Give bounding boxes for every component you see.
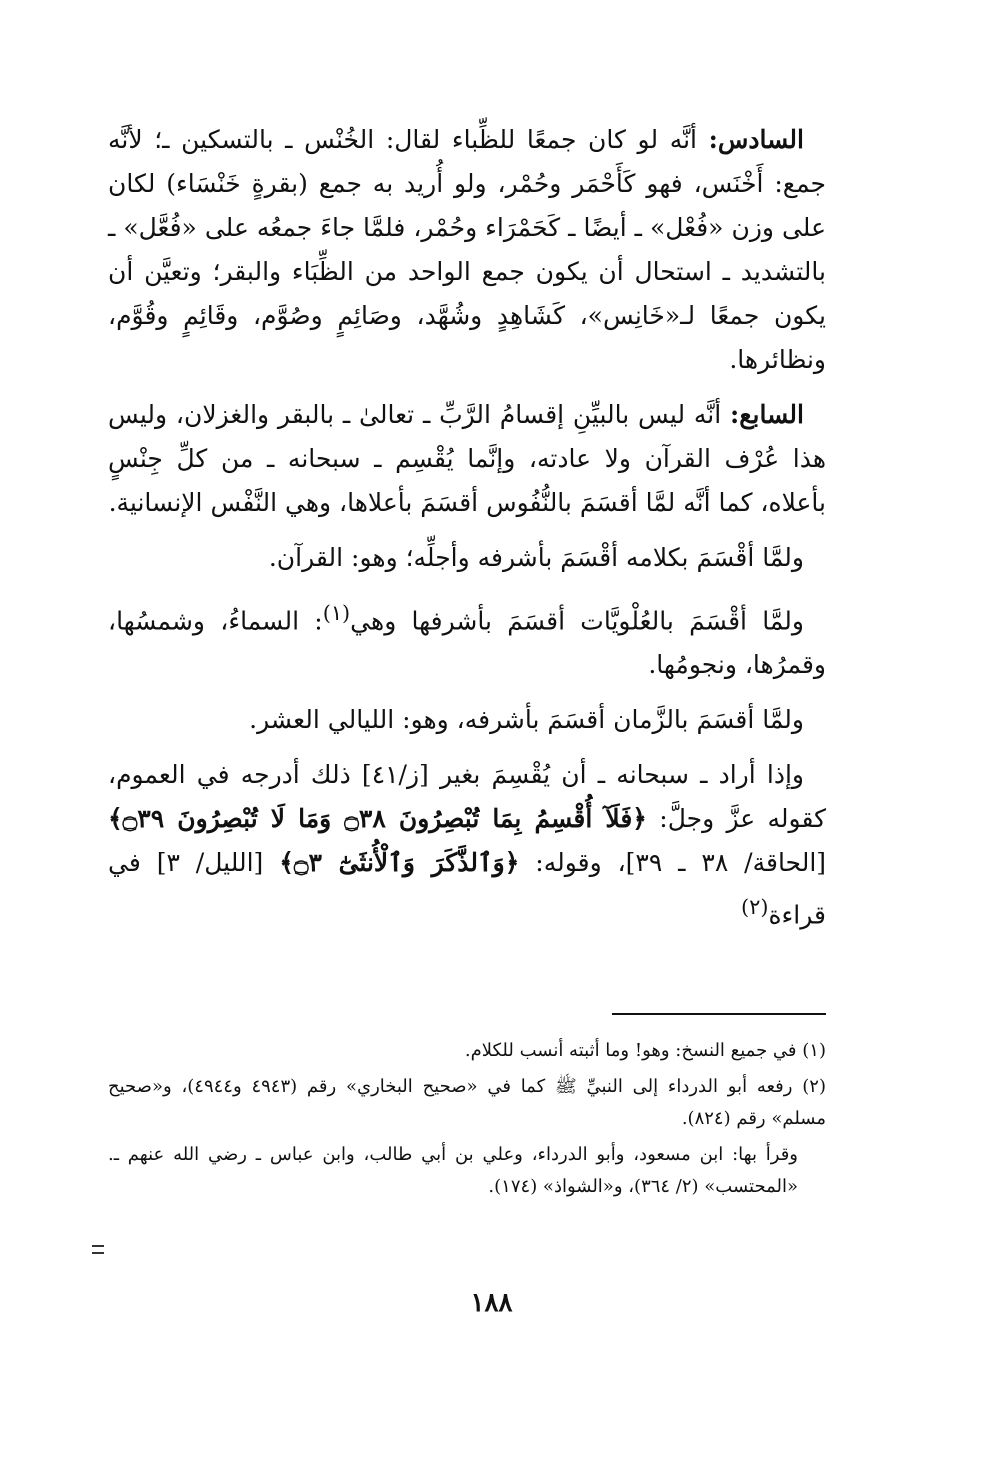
general-text-mid: [الحاقة/ ٣٨ ـ ٣٩]، وقوله: (535, 848, 827, 878)
paragraph-general-oath (108, 753, 826, 937)
footnote-1-number: (١) (802, 1040, 826, 1061)
paragraph-celestial-oath (108, 591, 826, 687)
margin-mark (92, 1245, 104, 1254)
celestial-text-after: : السماءُ، وشمسُها، وقمرُها، ونجومُها. (108, 606, 826, 680)
footnote-2-number: (٢) (802, 1076, 826, 1097)
paragraph-text-sixth: أنَّه لو كان جمعًا للظِّباء لقال: الخُنْس ـ بالتسكين ـ؛ لأنَّه جمع: أَخْنَس، فهو كَأَحْمَر وحُمْر، ولو أُريد به جمع (بقرةٍ خَنْسَاء) لكان على وزن «فُعْل» ـ أيضًا ـ كَحَمْرَاء وحُمْر، فلمَّا جاءَ جمعُه على «فُعَّل» ـ بالتشديد ـ استحال أن يكون جمع الواحد من الظِّبَاء والبقر؛ وتعيَّن أن يكون جمعًا لـ«خَانِس»، كَشَاهِدٍ وشُهَّد، وصَائِمٍ وصُوَّم، وقَائِمٍ وقُوَّم، ونظائرها. (108, 125, 826, 374)
footnote-2 (108, 1071, 826, 1135)
paragraph-lead-sixth: السادس: (708, 125, 804, 154)
main-text-body (108, 118, 826, 949)
quran-verse-layl: ﴿وَٱلذَّكَرَ وَٱلْأُنثَىٰٓ ۝٣﴾ (279, 848, 520, 878)
paragraph-sixth (108, 118, 826, 382)
footnote-2-text: رفعه أبو الدرداء إلى النبيِّ ﷺ كما في «صحيح البخاري» رقم (٤٩٤٣ و٤٩٤٤)، و«صحيح مسلم» رقم (٨٢٤). (108, 1076, 826, 1129)
footnote-ref-2[interactable]: (٢) (740, 895, 769, 920)
paragraph-seventh (108, 393, 826, 525)
footnote-1-text: في جميع النسخ: وهو! وما أثبته أنسب للكلام. (464, 1040, 797, 1061)
paragraph-text-seventh: أنَّه ليس بالبيِّنِ إقسامُ الرَّبِّ ـ تعالىٰ ـ بالبقر والغزلان، وليس هذا عُرْف القرآن ولا عادته، وإنَّما يُقْسِم ـ سبحانه ـ من كلِّ جِنْسٍ بأعلاه، كما أنَّه لمَّا أقسَمَ بالنُّفُوس أقسَمَ بأعلاها، وهي النَّفْس الإنسانية. (108, 400, 826, 517)
quran-verse-haqqa: ﴿فَلَآ أُقْسِمُ بِمَا تُبْصِرُونَ ۝٣٨ وَمَا لَا تُبْصِرُونَ ۝٣٩﴾ (108, 804, 647, 834)
page-number: ١٨٨ (470, 1288, 513, 1318)
paragraph-time-oath: ولمَّا أقسَمَ بالزَّمان أقسَمَ بأشرفه، وهو: الليالي العشر. (249, 705, 804, 735)
footnote-2-continuation: وقرأ بها: ابن مسعود، وأبو الدرداء، وعلي بن أبي طالب، وابن عباس ـ رضي الله عنهم ـ. «المحتسب» (٢/ ٣٦٤)، و«الشواذ» (١٧٤). (108, 1144, 798, 1197)
general-text-before: وإذا أراد ـ سبحانه ـ أن يُقْسِمَ بغير [ز/٤١] ذلك أدرجه في العموم، كقوله عزَّ وجلَّ: (108, 760, 827, 834)
footnote-1 (108, 1035, 826, 1067)
paragraph-quran-oath: ولمَّا أقْسَمَ بكلامه أقْسَمَ بأشرفه وأجلِّه؛ وهو: القرآن. (268, 543, 804, 572)
general-text-after: [الليل/ ٣] في قراءة (108, 848, 826, 930)
footnote-ref-1[interactable]: (١) (322, 601, 351, 625)
footnote-divider (612, 1013, 826, 1015)
celestial-text-before: ولمَّا أقْسَمَ بالعُلْويَّات أقسَمَ بأشرفها وهي (350, 606, 804, 636)
paragraph-lead-seventh: السابع: (730, 400, 804, 429)
footnotes-section (108, 1035, 826, 1207)
